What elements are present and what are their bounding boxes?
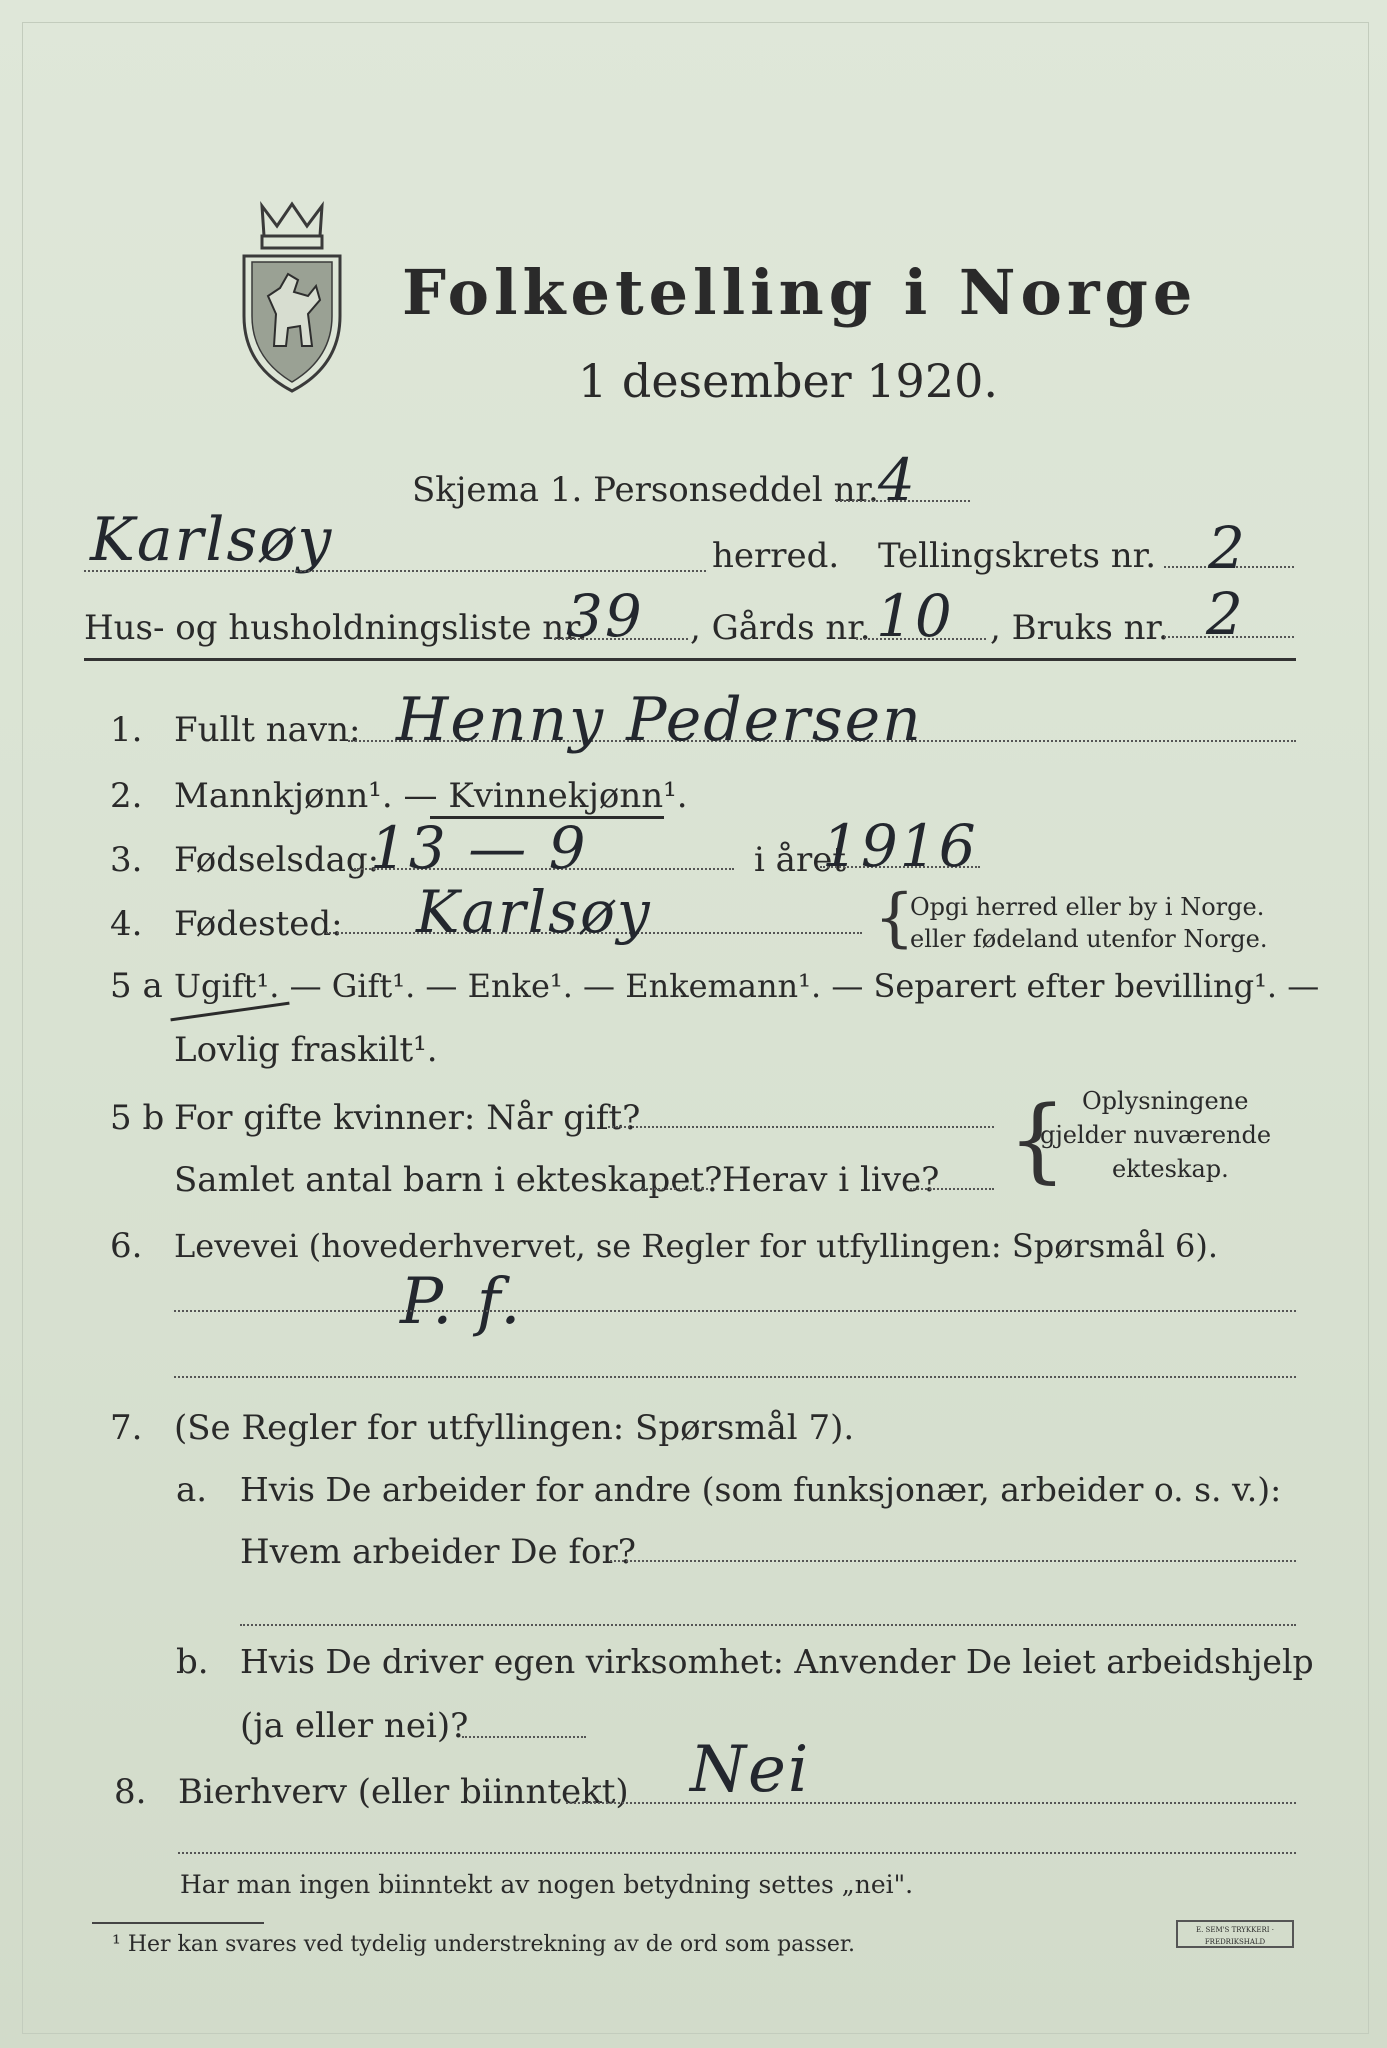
q4-brace: { xyxy=(874,881,915,955)
q3-label: Fødselsdag: xyxy=(174,840,380,880)
gards-label: , Gårds nr. xyxy=(690,608,871,648)
q3-birth-year: 1916 xyxy=(822,812,978,880)
herred-line xyxy=(84,570,706,572)
q4-note-2: eller fødeland utenfor Norge. xyxy=(910,925,1268,953)
tellingskrets-label: Tellingskrets nr. xyxy=(878,536,1157,576)
q5b-married-line xyxy=(608,1126,994,1128)
q4-birthplace: Karlsøy xyxy=(416,878,652,946)
q5b-label: For gifte kvinner: Når gift? xyxy=(174,1098,641,1138)
biinntekt-note: Har man ingen biinntekt av nogen betydning settes „nei". xyxy=(180,1870,914,1899)
q5b-note-1: Oplysningene xyxy=(1082,1087,1249,1115)
q6-number: 6. xyxy=(110,1226,143,1266)
q7a-line-2 xyxy=(240,1624,1296,1626)
q1-full-name: Henny Pedersen xyxy=(396,685,923,755)
q6-occupation: P. f. xyxy=(400,1265,523,1339)
q2-label: Mannkjønn¹. — Kvinnekjønn¹. xyxy=(174,776,688,816)
q5b-note-3: ekteskap. xyxy=(1112,1155,1229,1183)
bruks-label: , Bruks nr. xyxy=(990,608,1169,648)
q4-note-1: Opgi herred eller by i Norge. xyxy=(910,893,1265,921)
q3-year-label: i året xyxy=(754,840,846,880)
q1-label: Fullt navn: xyxy=(174,710,361,750)
printer-stamp: E. SEM'S TRYKKERI · FREDRIKSHALD xyxy=(1176,1920,1294,1948)
q2-number: 2. xyxy=(110,776,143,816)
q7b-label: Hvis De driver egen virksomhet: Anvender De leiet arbeidshjelp xyxy=(240,1642,1314,1681)
q7b-label-2: (ja eller nei)? xyxy=(240,1706,469,1746)
herred-handwritten: Karlsøy xyxy=(90,505,334,575)
q6-line-2 xyxy=(174,1376,1296,1378)
q7-number: 7. xyxy=(110,1408,143,1448)
q8-line-1 xyxy=(566,1802,1296,1804)
q7b-line xyxy=(462,1736,586,1738)
husholdning-label: Hus- og husholdningsliste nr. xyxy=(84,608,588,648)
q5b-alive-line xyxy=(910,1188,994,1190)
q1-number: 1. xyxy=(110,710,143,750)
q7b-number: b. xyxy=(176,1642,209,1682)
q5a-label-2: Lovlig fraskilt¹. xyxy=(174,1030,438,1070)
skjema-label: Skjema 1. Personseddel nr. xyxy=(412,470,879,510)
q8-side-income: Nei xyxy=(690,1733,811,1807)
q6-label: Levevei (hovederhvervet, se Regler for utfyllingen: Spørsmål 6). xyxy=(174,1227,1219,1265)
q4-number: 4. xyxy=(110,904,143,944)
q6-line-1 xyxy=(174,1310,1296,1312)
personseddel-number: 4 xyxy=(878,446,917,514)
coat-of-arms-icon xyxy=(232,196,352,396)
q7a-label-2: Hvem arbeider De for? xyxy=(240,1532,636,1572)
q7a-label: Hvis De arbeider for andre (som funksjonær, arbeider o. s. v.): xyxy=(240,1470,1282,1509)
tellingskrets-number: 2 xyxy=(1208,514,1247,582)
q5b-note-2: gjelder nuværende xyxy=(1040,1121,1272,1149)
bruks-number: 2 xyxy=(1206,580,1245,648)
husholdning-number: 39 xyxy=(566,582,644,650)
q3-number: 3. xyxy=(110,840,143,880)
q4-label: Fødested: xyxy=(174,904,343,944)
q5a-label: Ugift¹. — Gift¹. — Enke¹. — Enkemann¹. — Separert efter bevilling¹. — xyxy=(174,967,1320,1005)
q5b-number: 5 b xyxy=(110,1098,165,1138)
q5b-children-line xyxy=(642,1188,708,1190)
q7-label: (Se Regler for utfyllingen: Spørsmål 7). xyxy=(174,1408,855,1448)
page-title: Folketelling i Norge xyxy=(402,256,1198,329)
q3-birthdate: 13 — 9 xyxy=(370,814,588,882)
footnote: ¹ Her kan svares ved tydelig understrekning av de ord som passer. xyxy=(112,1932,855,1957)
footnote-divider xyxy=(92,1922,264,1924)
q5b-label-2: Samlet antal barn i ekteskapet? xyxy=(174,1160,723,1200)
q5b-brace: { xyxy=(1008,1086,1067,1193)
q7a-line-1 xyxy=(610,1560,1296,1562)
gards-number: 10 xyxy=(876,582,954,650)
census-date: 1 desember 1920. xyxy=(578,354,998,408)
q5a-number: 5 a xyxy=(110,966,163,1006)
q5b-label-3: Herav i live? xyxy=(722,1160,940,1200)
q7a-number: a. xyxy=(176,1470,208,1510)
herred-label: herred. xyxy=(712,536,840,576)
header-divider xyxy=(84,658,1296,661)
q8-label: Bierhverv (eller biinntekt) xyxy=(178,1772,629,1812)
q8-line-2 xyxy=(178,1852,1296,1854)
q8-number: 8. xyxy=(114,1772,147,1812)
